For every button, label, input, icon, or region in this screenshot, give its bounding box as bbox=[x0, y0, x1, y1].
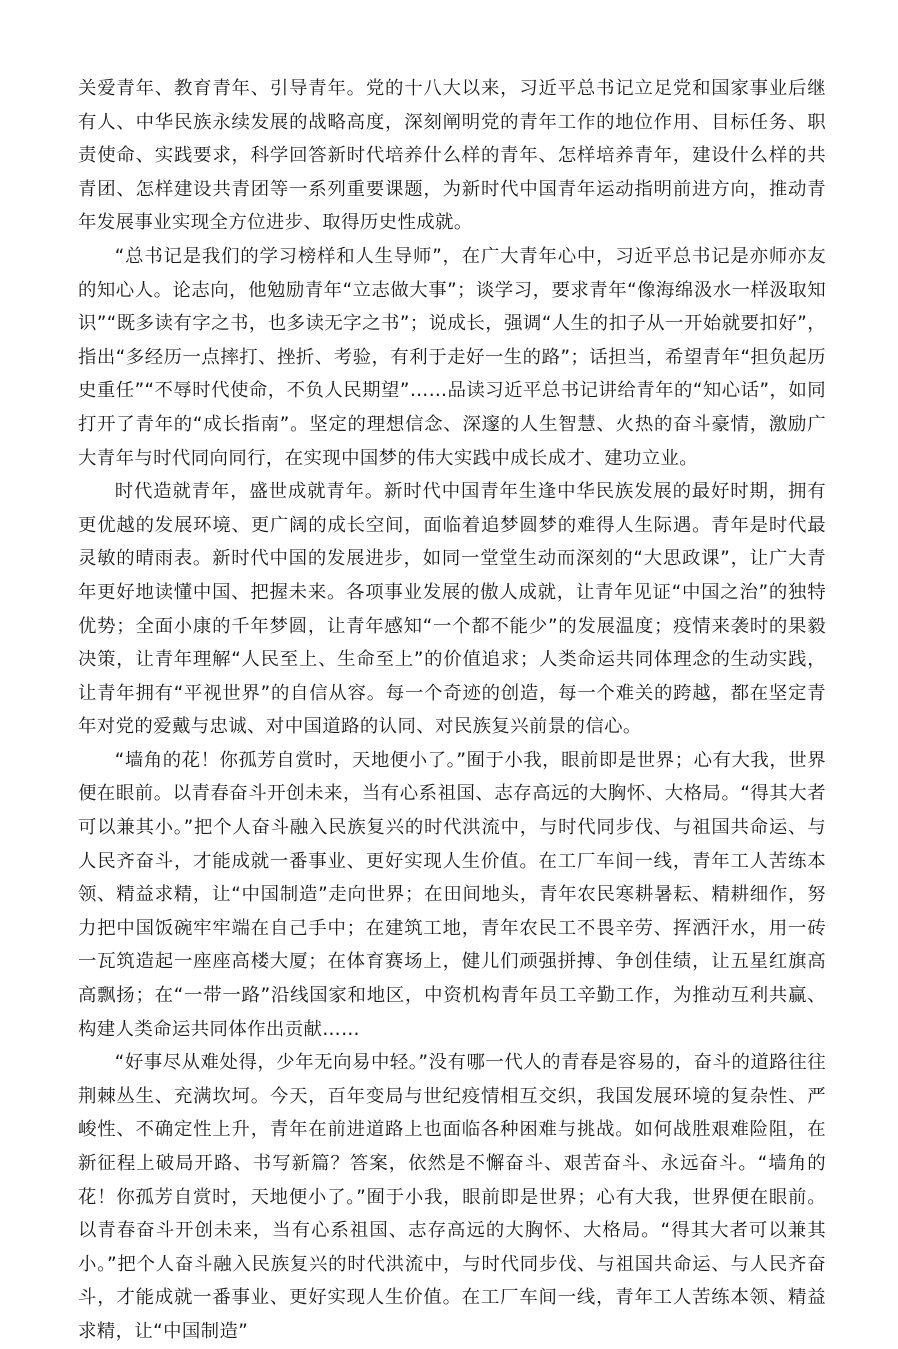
paragraph-3: 时代造就青年，盛世成就青年。新时代中国青年生逢中华民族发展的最好时期，拥有更优越的发展环境、更广阔的成长空间，面临着追梦圆梦的难得人生际遇。青年是时代最灵敏的晴雨表。新时代中国的发展进步，如同一堂堂生动而深刻的“大思政课”，让广大青年更好地读懂中国、把握未来。各项事业发展的傲人成就，让青年见证“中国之治”的独特优势；全面小康的千年梦圆，让青年感知“一个都不能少”的发展温度；疫情来袭时的果毅决策，让青年理解“人民至上、生命至上”的价值追求；人类命运共同体理念的生动实践，让青年拥有“平视世界”的自信从容。每一个奇迹的创造，每一个难关的跨越，都在坚定青年对党的爱戴与忠诚、对中国道路的认同、对民族复兴前景的信心。 bbox=[78, 481, 826, 738]
paragraph-2: “总书记是我们的学习榜样和人生导师”，在广大青年心中，习近平总书记是亦师亦友的知心人。论志向，他勉励青年“立志做大事”；谈学习，要求青年“像海绵汲水一样汲取知识”“既多读有字之书，也多读无字之书”；说成长，强调“人生的扣子从一开始就要扣好”，指出“多经历一点摔打、挫折、考验，有利于走好一生的路”；话担当，希望青年“担负起历史重任”“不辱时代使命，不负人民期望”……品读习近平总书记讲给青年的“知心话”，如同打开了青年的“成长指南”。坚定的理想信念、深邃的人生智慧、火热的奋斗豪情，激励广大青年与时代同向同行，在实现中国梦的伟大实践中成长成才、建功立业。 bbox=[78, 245, 826, 469]
paragraph-4: “墙角的花！你孤芳自赏时，天地便小了。”囿于小我，眼前即是世界；心有大我，世界便在眼前。以青春奋斗开创未来，当有心系祖国、志存高远的大胸怀、大格局。“得其大者可以兼其小。”把个人奋斗融入民族复兴的时代洪流中，与时代同步伐、与祖国共命运、与人民齐奋斗，才能成就一番事业、更好实现人生价值。在工厂车间一线，青年工人苦练本领、精益求精，让“中国制造”走向世界；在田间地头，青年农民寒耕暑耘、精耕细作，努力把中国饭碗牢牢端在自己手中；在建筑工地，青年农民工不畏辛劳、挥洒汗水，用一砖一瓦筑造起一座座高楼大厦；在体育赛场上，健儿们顽强拼搏、争创佳绩，让五星红旗高高飘扬；在“一带一路”沿线国家和地区，中资机构青年员工辛勤工作，为推动互利共赢、构建人类命运共同体作出贡献…… bbox=[78, 749, 826, 1040]
paragraph-5: “好事尽从难处得，少年无向易中轻。”没有哪一代人的青春是容易的，奋斗的道路往往荆棘丛生、充满坎坷。今天，百年变局与世纪疫情相互交织，我国发展环境的复杂性、严峻性、不确定性上升，青年在前进道路上也面临各种困难与挑战。如何战胜艰难险阻，在新征程上破局开路、书写新篇？答案，依然是不懈奋斗、艰苦奋斗、永远奋斗。“墙角的花！你孤芳自赏时，天地便小了。”囿于小我，眼前即是世界；心有大我，世界便在眼前。以青春奋斗开创未来，当有心系祖国、志存高远的大胸怀、大格局。“得其大者可以兼其小。”把个人奋斗融入民族复兴的时代洪流中，与时代同步伐、与祖国共命运、与人民齐奋斗，才能成就一番事业、更好实现人生价值。在工厂车间一线，青年工人苦练本领、精益求精，让“中国制造” bbox=[78, 1052, 826, 1342]
paragraph-1: 关爱青年、教育青年、引导青年。党的十八大以来，习近平总书记立足党和国家事业后继有人、中华民族永续发展的战略高度，深刻阐明党的青年工作的地位作用、目标任务、职责使命、实践要求，科学回答新时代培养什么样的青年、怎样培养青年，建设什么样的共青团、怎样建设共青团等一系列重要课题，为新时代中国青年运动指明前进方向，推动青年发展事业实现全方位进步、取得历史性成就。 bbox=[78, 78, 826, 234]
article-body bbox=[78, 72, 826, 1349]
